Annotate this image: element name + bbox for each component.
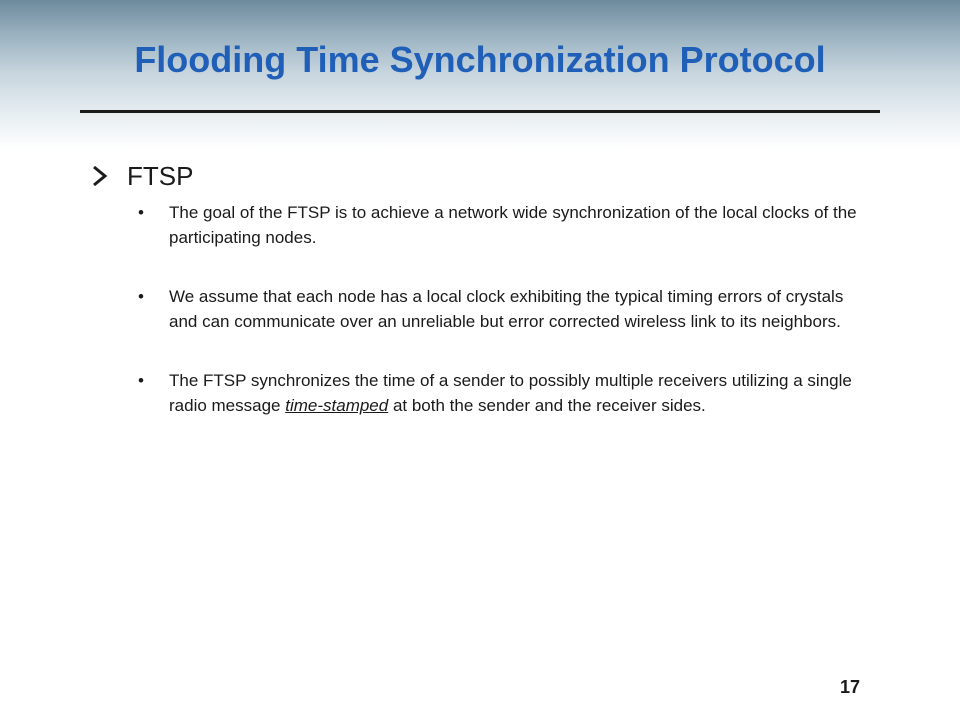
level1-bullet: [92, 160, 193, 192]
slide-title: Flooding Time Synchronization Protocol: [134, 39, 826, 80]
bullet-text: We assume that each node has a local clock exhibiting the typical timing errors of crystals and can communicate over an unreliable but error corrected wireless link to its neighbors.: [169, 287, 844, 331]
bullet-dot-icon: •: [138, 287, 144, 306]
emphasized-term: time-stamped: [285, 396, 389, 415]
page-number: 17: [839, 677, 860, 697]
level1-bullet-text: FTSP: [127, 161, 194, 191]
title-underline-rule: [80, 110, 880, 113]
bullet-text-after: at both the sender and the receiver sides.: [388, 396, 706, 415]
bullet-list: [138, 200, 858, 452]
bullet-item: [138, 368, 858, 418]
bullet-dot-icon: •: [138, 203, 144, 222]
arrow-bullet-icon: [92, 165, 108, 187]
bullet-text: [169, 368, 858, 418]
bullet-text: The goal of the FTSP is to achieve a network wide synchronization of the local clocks of the participating nodes.: [169, 203, 857, 247]
bullet-item: [138, 200, 858, 250]
bullet-text-before: The FTSP synchronizes the time of a sender to possibly multiple receivers utilizing a single radio message: [169, 371, 852, 415]
bullet-dot-icon: •: [138, 371, 144, 390]
bullet-item: [138, 284, 858, 334]
